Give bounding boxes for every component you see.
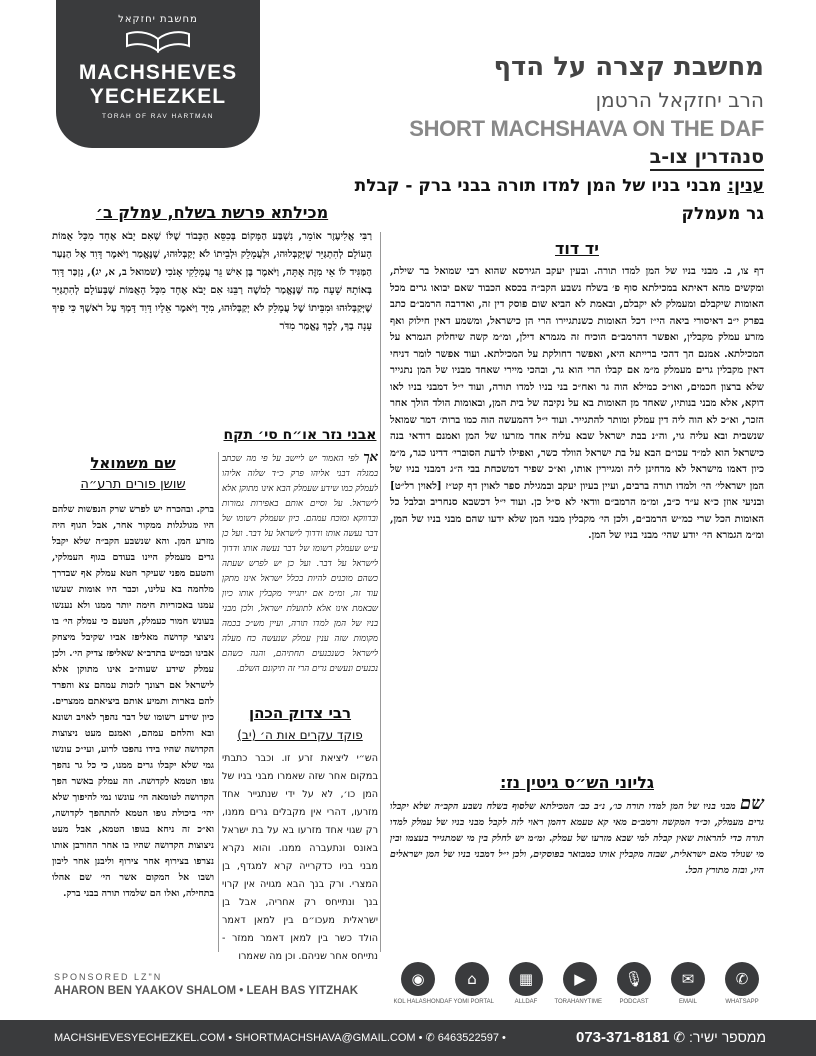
section-subtitle: פוקד עקרים אות ה׳ (יב) bbox=[237, 728, 363, 742]
alldaf-icon[interactable]: ▦ bbox=[509, 962, 543, 996]
section-title: שם משמואל bbox=[90, 454, 176, 472]
topic-heading bbox=[344, 172, 764, 228]
email-icon[interactable]: ✉ bbox=[671, 962, 705, 996]
topic-text: מבני בניו של המן למדו תורה בבני ברק - קבלת גר מעמלק bbox=[354, 176, 764, 224]
phone-icon: ✆ bbox=[673, 1029, 686, 1045]
social-link-label: DAF YOMI PORTAL bbox=[439, 999, 494, 1005]
social-link[interactable] bbox=[666, 962, 710, 1005]
section-avnei-nezer bbox=[222, 424, 378, 694]
social-link-label: KOL HALASHON bbox=[393, 999, 440, 1005]
social-link-label: TORAHANYTIME bbox=[554, 999, 602, 1005]
logo bbox=[56, 0, 260, 148]
section-body-text: מבני בניו של המן למדו תורה כו׳, נ״ב כב׳ המכילתא שלסוף בשלח נשבע הקב״ה שלא יקבלו גרים מעמלק, וכ״ד המקשה ורמב״ם מאי קא טעמא דהמן ראוי לזה לקבל מבני בניו של עמלק למדו תורה כדי להראות שאין קבלה למי שבא מזרעו של עמלק. ומ״מ יש לחלק בין מי שמתגייר בעצמו ובין מי שנולד מאם ישראלית, שבזה מקבלין אותו כמבואר בפוסקים, ולכן י״ל דמבני בניו של המן ישראלים היו, ובזה מתורץ הכל. bbox=[390, 801, 764, 876]
logo-tagline: TORAH OF RAV HARTMAN bbox=[102, 113, 214, 120]
section-subtitle: שושן פורים תרע״ה bbox=[80, 477, 186, 492]
section-title: יד דוד bbox=[555, 239, 599, 258]
social-link-label: PODCAST bbox=[619, 999, 649, 1005]
logo-name-line-1: MACHSHEVES bbox=[78, 61, 238, 84]
social-link-label: EMAIL bbox=[678, 999, 697, 1005]
section-title: מכילתא פרשת בשלח, עמלק ב׳ bbox=[95, 203, 329, 222]
social-link[interactable] bbox=[612, 962, 656, 1005]
section-title: רבי צדוק הכהן bbox=[248, 704, 352, 722]
social-link[interactable] bbox=[439, 962, 494, 1005]
topic-label: ענין: bbox=[727, 176, 764, 196]
section-body: הש״י ליציאת זרע זו. וכבר כתבתי במקום אחר שזה שאמרו מבני בניו של המן כו׳, לא על ידי שנתגייר אחד מזרעו, דהרי אין מקבלים גרים ממנו, רק שגוי אחד מזרעו בא על בת ישראל באונס ונתעברה ממנו. והוא נקרא מבני בניו כדקרייה קרא למגדף, בן המצרי. ורק בנך הבא מגויה אין קרוי בנך ונתייחס רק אחריה, אבל בן ישראלית מעכו״ם בין למאן דאמר הולד כשר בין למאן דאמר ממזר - נתייחס אחר שניהם. וכן מה שאמרו bbox=[222, 753, 378, 962]
logo-name-line-2: YECHEZKEL bbox=[89, 85, 227, 108]
open-book-icon bbox=[123, 29, 193, 55]
daf-reference: סנהדרין צו-ב bbox=[650, 146, 764, 171]
phone-label: ממספר ישיר: bbox=[688, 1029, 766, 1045]
column-divider bbox=[218, 452, 219, 952]
whatsapp-icon[interactable]: ✆ bbox=[725, 962, 759, 996]
contact-links[interactable]: MACHSHEVESYECHEZKEL.COM • SHORTMACHSHAVA@GMAIL.COM • ✆ 6463522597 • bbox=[54, 1032, 506, 1044]
social-link[interactable] bbox=[393, 962, 440, 1005]
sponsorship bbox=[54, 972, 358, 997]
section-body bbox=[222, 450, 378, 677]
column-divider bbox=[380, 232, 381, 952]
social-link-label: ALLDAF bbox=[514, 999, 538, 1005]
social-link-label: WHATSAPP bbox=[725, 999, 759, 1005]
logo-hebrew: מחשבת יחזקאל bbox=[118, 14, 198, 25]
torahanytime-icon[interactable]: ▶ bbox=[563, 962, 597, 996]
section-body: רַבִּי אֱלִיעֶזֶר אוֹמֵר, נִשְׁבַּע הַמָּקוֹם בְּכִסֵּא הַכָּבוֹד שֶׁלּוֹ שֶׁאִם יָבֹא אֶחָד מִכָּל אֻמּוֹת הָעוֹלָם לְהִתְגַּיֵּר שֶׁיְּקַבְּלוּהוּ, וּלְעֲמָלֵק וּלְבֵיתוֹ לֹא יְקַבְּלוּהוּ, שֶׁנֶּאֱמַר וַיֹּאמֶר דָּוִד אֶל הַנַּעַר הַמַּגִּיד לוֹ אֵי מִזֶּה אָתָּה, וַיֹּאמֶר בֶּן אִישׁ גֵּר עֲמָלֵקִי אָנֹכִי (שמואל ב, א, יג), נִזְכַּר דָּוִד בְּאוֹתָהּ שָׁעָה מַה שֶּׁנֶּאֱמַר לְמֹשֶׁה רַבֵּנוּ אִם יָבֹא אֶחָד מִכָּל הָאֻמּוֹת שֶׁבָּעוֹלָם לְהִתְגַּיֵּר שֶׁיְּקַבְּלוּהוּ וּמִבֵּיתוֹ שֶׁל עֲמָלֵק לֹא יְקַבְּלוּהוּ, מִיָּד וַיֹּאמֶר אֵלָיו דָּוִד דָּמְךָ עַל רֹאשֶׁךָ כִּי פִיךָ עָנָה בְךָ, לְכָךְ נֶאֱמַר מִדֹּר bbox=[52, 231, 372, 332]
section-shem-mishmuel bbox=[52, 452, 214, 954]
social-links bbox=[393, 962, 764, 1005]
section-title: גליוני הש״ס גיטין נז: bbox=[499, 773, 655, 792]
section-body: ברק. ובהכרח יש לפרש שרק הנפשות שלהם היו מגולגלות ממקור אחר, אבל הגוף היה מזרע המן. והא שנשבע הקב״ה שלא יקבל גרים מעמלק היינו בעודם בגוף העמלקי, והטעם מפני שעיקר חטא עמלק אף שבדרך מלחמה בא עלינו, וכבר היו אומות שעשו עמנו באכזריות חימה יותר ממנו ולא נענשו בעונש חמור כעמלק, הטעם כי עמלק הי׳ בו ניצוצי קדושה מאליפז אביו שקיבל מיצחק אבינו וכמ״ש בתדב״א שאליפז צדיק הי׳. ולכן עמלק שידע שעוה״ב אינו מתוקן אלא לישראל אם רצונך לזכות עמהם צא והפרד להם בארות ותמיע אותם ביציאתם ממצרים. כיון שידע רשומו של דבר נהפך לאויב ושונא ובא והלחם עמהם, ואמנם מעט ניצוצות הקדושה שהיו בידו נהפכו לרוע, ועי״כ עונשו גמי שלא יקבלו גרים ממנו, כי כל גר נהפך גופו הטמא לקדושה. וזה עמלק באשר הפך הקדושה לטומאה הי׳ עונשו נמי להיפוך שלא יהי׳ ביכולת גופו הטמא להתהפך לקדושה, וא״כ זה ניחא בגופו הטמא, אבל מעט ניצוצות הקדושה שהיו בו אחר החורבן אותו נצרפו בצירוף אחר צירוף וליבנן אחר ליבון ושבו אל המקום אשר הי׳ שם אהלו בתחילה, ואלו הם שלמדו תורה בבני ברק. bbox=[52, 504, 214, 899]
sponsored-names: AHARON BEN YAAKOV SHALOM • LEAH BAS YITZHAK bbox=[54, 985, 359, 997]
page-title: מחשבת קצרה על הדף bbox=[493, 52, 764, 82]
section-body bbox=[390, 793, 765, 879]
sponsored-label: SPONSORED LZ"N bbox=[54, 972, 163, 982]
social-link[interactable] bbox=[504, 962, 548, 1005]
footer-bar bbox=[0, 1020, 816, 1056]
section-title: אבני נזר או״ח סי׳ תקח bbox=[223, 427, 377, 443]
podcast-icon[interactable]: 🎙 bbox=[617, 962, 651, 996]
direct-phone[interactable] bbox=[576, 1029, 766, 1046]
section-rav-tzadok bbox=[222, 702, 378, 962]
english-title: SHORT MACHSHAVA ON THE DAF bbox=[409, 116, 764, 141]
social-link[interactable] bbox=[554, 962, 602, 1005]
section-body: דף צו, ב. מבני בניו של המן למדו תורה. ובעין יעקב הגירסא שהוא רבי שמואל בר שילת, ומקשים מהא דאיתא במכילתא סוף פ׳ בשלח נשבע הקב״ה בכסא הכבוד שאם יבואו גרים מכל האומות שיקבלם ומעמלק לא יקבלם, ובאמת לא הביא שום פוסק דין זה, ואדרבה הרמב״ם כתב בפרק י״ב דאיסורי ביאה הי״ז דכל האומות כשנתגיירו הרי הן כישראל, ומשמע דאין חילוק ואף מזרע עמלק מקבלין, ואפשר דהרמב״ם הוכיח זה מגמרא דילן, ומ״מ קשה שיחלוק הגמרא על המכילתא. אמנם הך דהכי ברייתא היא, ואפשר דחולקת על המכילתא. ועוד אפשר לומר דניחי דאין מקבלין גרים מעמלק מ״מ אם קבלו הרי הוא גר, ובהכי מיירי שאחד מבניו של המן נתגייר שלא ברצון חכמים, ואו״כ כמילא הוה גר ואח״כ בני בניו למדו תורה, ועוד י״ל דמבני בניו לאו דוקא, אלא מבני בנותיו, שאחד מן האומות בא על נקיבה של בית המן, ובאומות הולד הולך אחר הזכר, וא״כ לא הוה ליה דין עמלק ומותר להתגייר. ועוד י״ל דהמעשה הוה כמו ברות׳ דמר שמואל שנשבית ובא עליה גוי, וה״נ בבת ישראל שבא עליה אחד מזרעו של המן ואמנם דודאי בנה כישראל הוא למ״ד עכו״ם הבא על בת ישראל הוולד כשר, ואפילו לדעת הסוברי׳ דדינו כגר, מ״מ כיון דאמו מישראל לא מדחינן ליה ומגיירין אותו, וא״כ שפיר דמשכחת בבי ה״ג דמבני בניו של המן ישראלי׳ הי׳ ולמדו תורה ברבים, ועיין בעיון יעקב ובמגילת ספר לאוין דף קט״ז [לאוין רל״ט] ובניעי אוזן כ״א ע״ד כ״ב, ומ״מ הרמב״ם וודאי לא ס״ל כן. ועוד י״ל דכשבא סנחריב ובלבל כל האומות הכל שרי כמ״ש הרמב״ם, ולכן הי׳ מקבלין מבני המן שלא ידעו שהם מבני בניו של המן, ומ״מ הגמרא הי׳ יודע שהי׳ מבני בניו של המן. bbox=[390, 266, 764, 541]
social-link[interactable] bbox=[720, 962, 764, 1005]
section-lead-word: שם bbox=[740, 793, 765, 814]
section-body-text: לפי האמור יש ליישב על פי מה שכתב במגלה דבני אליהו פרק כ״ד שלוה אליהו לעמלק כמו שידע שעמלק הבא אינו מתוקן אלא לישראל. על וסיים אותם באפירות גמורות ובדווקא ומוכח עמהם. כיון שעמלק רשומו של דבר נעשה אותו ודדוך לישראל על דבר. ועל כן ע״ש שעמלק רשומו של דבר נעשה אותו ודדוך לישראל על דבר. ועל כן יש לפרש שעתה כשהם מוכנים להיות בכלל ישראל אינו מתקן עוד זה, ומ״מ אם יתגייר מקבלין אותו כיון שבאמת אינו אלא לתועלת ישראל, ולכן מבני בניו של המן למדו תורה, ועיין מש״כ בכמה מקומות שזה ענין עמלק שנעשה כח מעלה לישראל כשנכנעים תחתיהם, והנה כשהם נכנעים ונעשים גרים הרי זה תיקונם השלם. bbox=[222, 454, 378, 674]
phone-number[interactable]: 073-371-8181 bbox=[576, 1029, 670, 1046]
section-yad-david bbox=[390, 238, 764, 764]
kolhalashon-icon[interactable]: ◉ bbox=[401, 962, 435, 996]
rabbi-name: הרב יחזקאל הרטמן bbox=[595, 88, 764, 112]
section-gilyonei-hashas bbox=[390, 772, 764, 952]
section-mechilta bbox=[52, 202, 372, 408]
section-lead-word: אך bbox=[363, 450, 378, 465]
dafyomi-portal-icon[interactable]: ⌂ bbox=[455, 962, 489, 996]
